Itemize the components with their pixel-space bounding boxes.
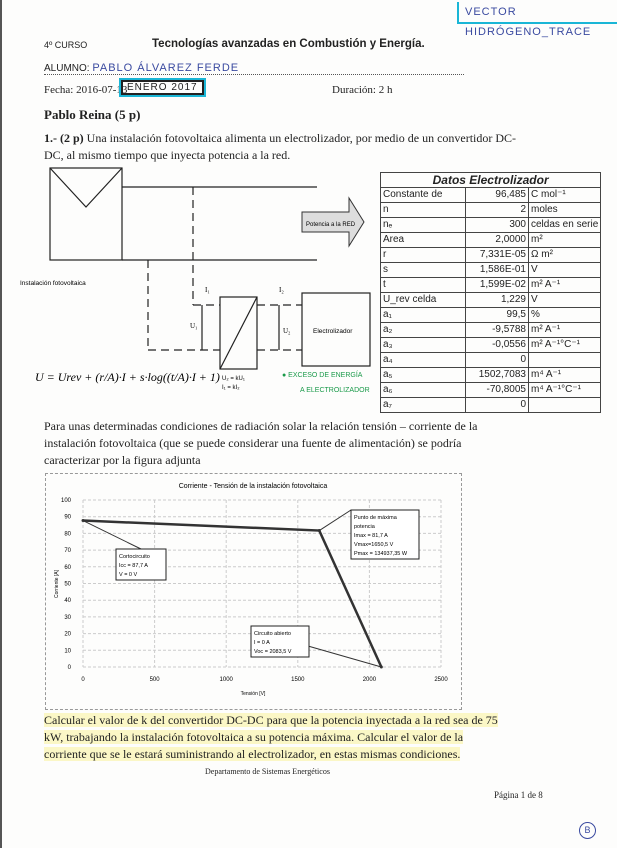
x-axis-label: Tensión [V] [240,691,266,697]
subject-title: Tecnologías avanzadas en Combustión y Energía. [152,38,425,50]
pv-panel-icon [50,168,122,260]
annotation-leader [319,510,351,531]
y-tick-label: 100 [60,498,71,504]
table-row [381,263,601,278]
i1-label: I₁ [205,286,210,294]
y-tick-label: 60 [64,564,71,571]
voltage-formula: U = Urev + (r/A)·I + s·log((t/A)·I + 1) [35,370,220,384]
param-name: a₂ [381,323,466,338]
date: Fecha: 2016-07-13 [44,84,128,96]
converter-eq1: U₂ = kU₁ [222,376,245,382]
y-tick-label: 10 [64,648,71,655]
annotation-text: Imax = 81,7 A [354,533,388,539]
handwritten-note: ● EXCESO DE ENERGÍA [282,372,363,379]
param-name: a₁ [381,308,466,323]
annotation-text: Circuito abierto [254,631,291,637]
y-tick-label: 50 [64,581,71,588]
table-row [381,203,601,218]
table-row [381,338,601,353]
table-row [381,233,601,248]
x-tick-label: 2500 [434,677,448,683]
param-unit [529,398,601,413]
param-name: Constante de [381,188,466,203]
department-footer: Departamento de Sistemas Energéticos [205,767,330,776]
student-name: PABLO ÁLVAREZ FERDE [92,62,240,74]
table-row [381,323,601,338]
chart-title: Corriente - Tensión de la instalación fotovoltaica [178,483,328,490]
table-row [381,293,601,308]
x-tick-label: 500 [149,677,160,683]
duration: Duración: 2 h [332,84,393,96]
question-number: 1.- (2 p) [44,131,84,145]
param-name: a₇ [381,398,466,413]
u1-label: U₁ [190,322,198,330]
annotation-text: Voc = 2083,5 V [254,649,292,655]
task-text: Calcular el valor de k del convertidor DC-DC para que la potencia inyectada a la red sea de 75 kW, trabajando la instalación fotovoltaica a su potencia máxima. Calcular el valor de la corriente que se le estará suministrando al electrolizador, en estas mismas condiciones. [44,713,498,761]
param-unit: C mol⁻¹ [529,188,601,203]
param-value: 0 [466,398,529,413]
annotation-text: Cortocircuito [119,554,150,560]
x-tick-label: 1500 [291,677,305,683]
table-row [381,353,601,368]
param-value: -9,5788 [466,323,529,338]
y-tick-label: 0 [67,665,71,671]
param-unit: V [529,263,601,278]
section-heading: Pablo Reina (5 p) [44,107,141,122]
converter-eq2: I₁ = kI₂ [222,385,240,391]
param-name: Area [381,233,466,248]
question-text [44,130,524,164]
pv-panel-mark [50,168,122,207]
annotation-leader [83,521,141,549]
param-name: U_rev celda [381,293,466,308]
param-value: 99,5 [466,308,529,323]
grid-label: Potencia a la RED [306,222,356,228]
y-axis-label: Corriente [A] [54,569,60,599]
param-name: s [381,263,466,278]
course-label: 4º CURSO [44,40,88,50]
param-unit: m⁴ A⁻¹°C⁻¹ [529,383,601,398]
table-row [381,368,601,383]
param-unit: % [529,308,601,323]
param-value: 1,586E-01 [466,263,529,278]
x-tick-label: 1000 [219,677,233,683]
param-unit: m⁴ A⁻¹ [529,368,601,383]
param-value: 2,0000 [466,233,529,248]
param-unit: Ω m² [529,248,601,263]
page-number: Página 1 de 8 [494,790,543,800]
param-name: n [381,203,466,218]
table-row [381,188,601,203]
param-value: -70,8005 [466,383,529,398]
y-tick-label: 90 [64,514,71,521]
param-value: 7,331E-05 [466,248,529,263]
annotation-text: Punto de máxima [354,515,397,521]
param-value: 1502,7083 [466,368,529,383]
param-unit: m² A⁻¹°C⁻¹ [529,338,601,353]
annotation-text: Pmax = 134937,35 W [354,551,408,557]
param-name: nₑ [381,218,466,233]
param-unit: celdas en serie [529,218,601,233]
table-row [381,308,601,323]
param-unit [529,353,601,368]
table-title: Datos Electrolizador [381,173,601,188]
session-box: ENERO 2017 [121,80,204,95]
iv-chart [45,473,462,710]
student-label: ALUMNO: [44,63,90,74]
annotation-text: I = 0 A [254,640,270,646]
param-value: 0 [466,353,529,368]
u2-label: U₂ [283,327,291,335]
electrolyzer-label: Electrolizador [313,328,353,335]
y-tick-label: 80 [64,531,71,538]
param-value: 1,599E-02 [466,278,529,293]
y-tick-label: 70 [64,548,71,555]
param-unit: m² A⁻¹ [529,323,601,338]
handwritten-stamp: VECTOR HIDRÓGENO_TRACE [457,2,617,24]
param-unit: moles [529,203,601,218]
param-name: a₃ [381,338,466,353]
y-tick-label: 20 [64,631,71,638]
table-row [381,278,601,293]
circuit-diagram [2,165,382,415]
annotation-text: V = 0 V [119,572,138,578]
x-tick-label: 2000 [362,677,377,683]
param-unit: m² [529,233,601,248]
i2-label: I₂ [279,286,284,294]
diagram-line [220,297,257,369]
grade-mark: B [579,822,596,839]
y-tick-label: 40 [64,598,71,605]
question-body: Una instalación fotovoltaica alimenta un electrolizador, por medio de un convertidor DC-DC, al mismo tiempo que inyecta potencia a la red. [44,131,517,162]
annotation-text: potencia [354,524,375,530]
table-row [381,398,601,413]
param-name: t [381,278,466,293]
handwritten-note-2: A ELECTROLIZADOR [300,387,370,394]
table-row [381,383,601,398]
param-value: -0,0556 [466,338,529,353]
student-line [44,62,464,75]
param-unit: V [529,293,601,308]
table-row [381,248,601,263]
paragraph-2: Para unas determinadas condiciones de radiación solar la relación tensión – corriente de la instalación fotovoltaica (que se puede considerar una fuente de alimentación) se podría caracterizar por la figura adjunta [44,419,478,467]
param-name: a₄ [381,353,466,368]
annotation-text: Vmax=1650,5 V [354,542,394,548]
param-value: 2 [466,203,529,218]
diagram-line [50,168,370,369]
param-value: 1,229 [466,293,529,308]
annotation-text: Icc = 87,7 A [119,563,148,569]
pv-label: Instalación fotovoltaica [20,280,86,287]
x-tick-label: 0 [81,677,85,683]
param-name: a₆ [381,383,466,398]
param-unit: m² A⁻¹ [529,278,601,293]
param-name: r [381,248,466,263]
param-name: a₅ [381,368,466,383]
table-row [381,218,601,233]
y-tick-label: 30 [64,614,71,621]
param-value: 300 [466,218,529,233]
electrolyzer-data-table [380,172,601,413]
paragraph-3 [44,712,504,763]
param-value: 96,485 [466,188,529,203]
